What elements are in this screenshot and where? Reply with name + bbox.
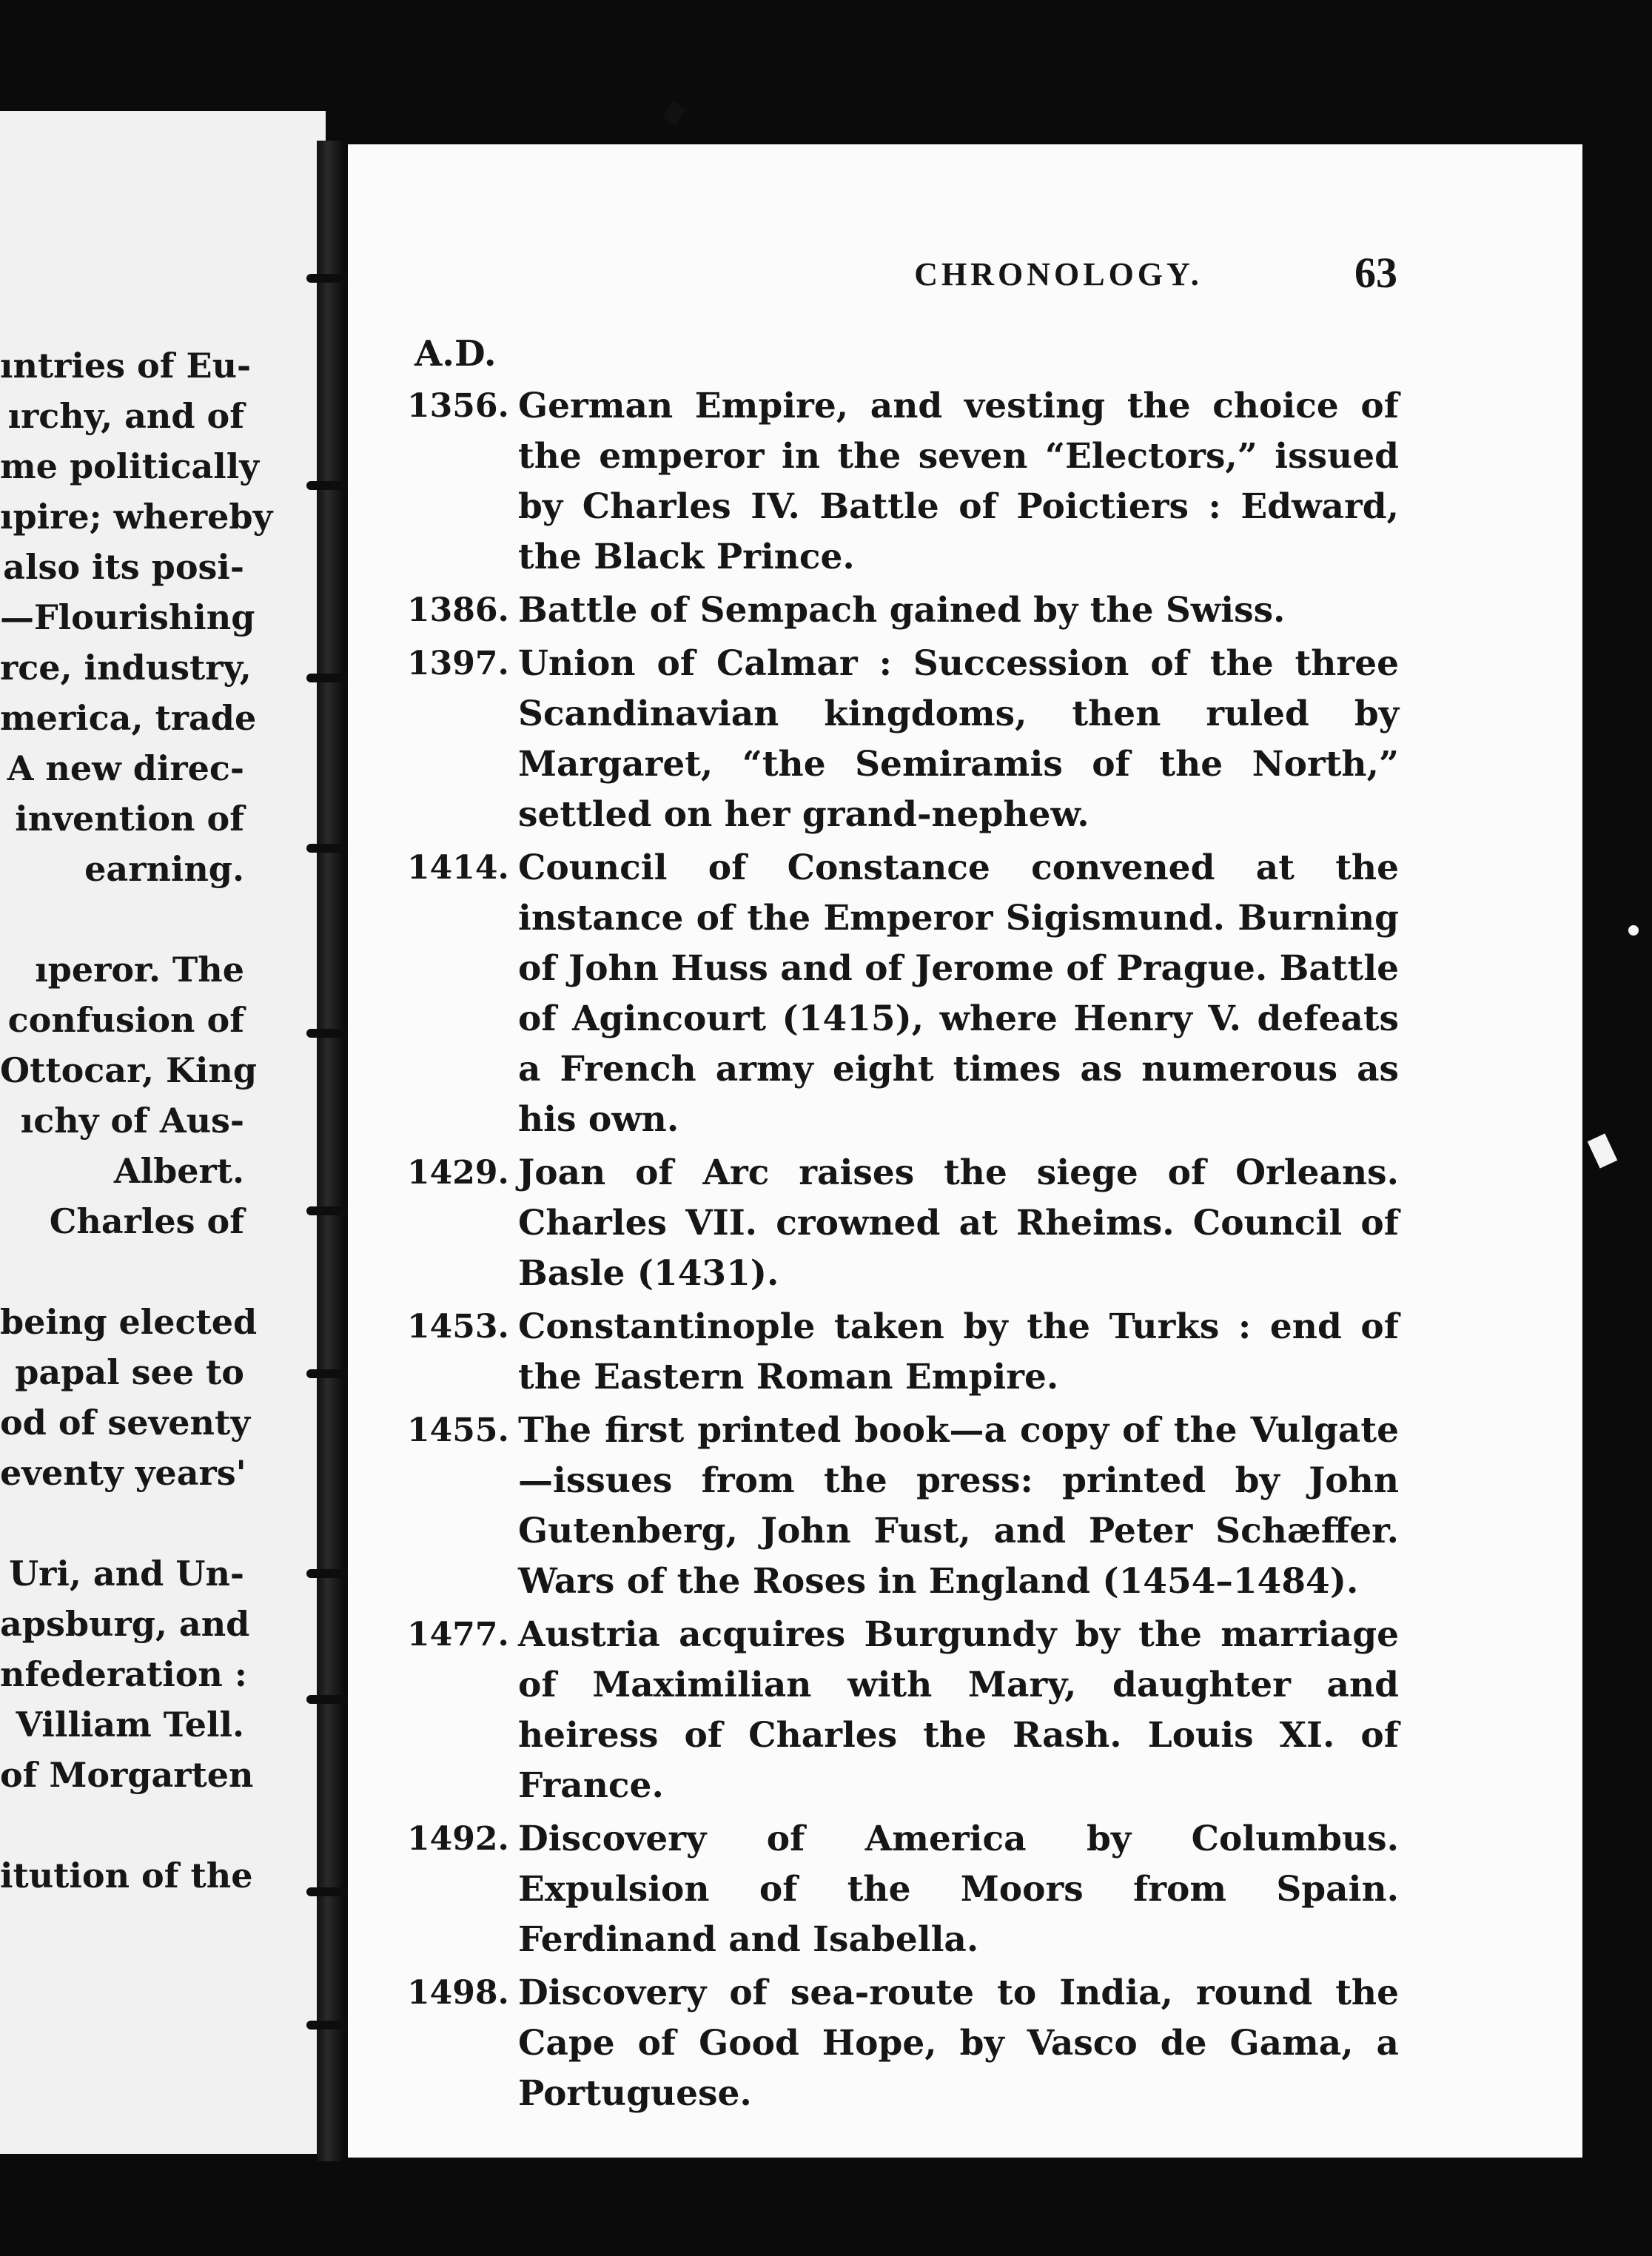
entry-text: Battle of Sempach gained by the Swiss. <box>518 590 1286 631</box>
left-line: rce, industry, <box>0 648 252 688</box>
left-line: Ottocar, King <box>0 1050 258 1090</box>
chronology-entry <box>407 1968 1399 2119</box>
binding-stitch <box>306 1206 352 1215</box>
era-label: A.D. <box>414 333 497 375</box>
binding-stitch <box>306 1887 352 1896</box>
left-line: me politically <box>0 446 259 486</box>
left-line: earning. <box>84 849 244 889</box>
chronology-entry <box>407 1148 1399 1299</box>
chronology-entry <box>407 381 1399 583</box>
left-line-blank <box>0 1498 244 1548</box>
entry-year: 1455. <box>407 1411 509 1449</box>
left-line: also its posi- <box>3 547 244 587</box>
left-line-blank <box>0 1246 244 1297</box>
page-number: 63 <box>1354 249 1397 297</box>
binding-stitch <box>306 1695 352 1704</box>
left-line: Villiam Tell. <box>16 1705 244 1745</box>
left-line: nfederation : <box>0 1654 247 1694</box>
left-line: ıchy of Aus- <box>20 1101 244 1141</box>
entry-year: 1498. <box>407 1974 509 2012</box>
left-line: of Morgarten <box>0 1755 254 1795</box>
chronology-entry <box>407 1814 1399 1965</box>
entry-text: German Empire, and vesting the choice of the emperor in the seven “Electors,” issued by Charles IV. Battle of Poictiers : Edward, the Black Prince. <box>518 386 1399 577</box>
book-binding-gutter <box>317 141 343 2161</box>
left-line: eventy years' <box>0 1453 246 1493</box>
entry-year: 1414. <box>407 849 509 887</box>
entry-text: Discovery of America by Columbus. Expulsion of the Moors from Spain. Ferdinand and Isabella. <box>518 1819 1399 1960</box>
entry-year: 1386. <box>407 591 509 629</box>
left-line: od of seventy <box>0 1403 250 1443</box>
left-line: A new direc- <box>7 748 244 788</box>
left-line: Uri, and Un- <box>9 1554 244 1594</box>
scan-edge-mark <box>1588 1133 1617 1168</box>
left-line: papal see to <box>15 1352 244 1392</box>
running-head: CHRONOLOGY. <box>914 256 1203 292</box>
chronology-entries <box>407 381 1399 2122</box>
left-line: ırchy, and of <box>7 396 244 436</box>
left-facing-page <box>0 111 326 2154</box>
binding-stitch <box>306 1029 352 1038</box>
binding-stitch <box>306 1569 352 1578</box>
left-line: ıperor. The <box>35 950 244 990</box>
left-line: confusion of <box>7 1000 244 1040</box>
left-line: ıntries of Eu- <box>0 346 252 386</box>
left-line: itution of the <box>0 1856 253 1896</box>
scan-edge-mark <box>1628 925 1639 936</box>
binding-stitch <box>306 1369 352 1378</box>
entry-text: Austria acquires Burgundy by the marriage of Maximilian with Mary, daughter and heiress of Charles the Rash. Louis XI. of France. <box>518 1614 1399 1806</box>
chronology-entry <box>407 1406 1399 1607</box>
left-line: Albert. <box>113 1151 244 1191</box>
chronology-entry <box>407 843 1399 1145</box>
left-line: —Flourishing <box>0 597 255 637</box>
left-line: Charles of <box>49 1201 244 1241</box>
entry-text: Discovery of sea-route to India, round the Cape of Good Hope, by Vasco de Gama, a Portuguese. <box>518 1973 1399 2114</box>
left-page-text <box>0 340 273 1901</box>
entry-year: 1492. <box>407 1820 509 1858</box>
entry-text: Joan of Arc raises the siege of Orleans. Charles VII. crowned at Rheims. Council of Basle (1431). <box>518 1152 1399 1294</box>
left-line: invention of <box>15 799 244 839</box>
chronology-entry <box>407 639 1399 840</box>
binding-stitch <box>306 2021 352 2030</box>
entry-year: 1477. <box>407 1616 509 1654</box>
binding-stitch <box>306 844 352 853</box>
scan-speck <box>662 101 687 126</box>
left-line: being elected <box>0 1302 258 1342</box>
entry-year: 1397. <box>407 645 509 682</box>
entry-year: 1453. <box>407 1308 509 1346</box>
chronology-entry <box>407 1302 1399 1403</box>
binding-stitch <box>306 274 352 283</box>
right-page <box>348 144 1582 2158</box>
left-line-blank <box>0 894 244 944</box>
entry-year: 1356. <box>407 387 509 425</box>
left-line-blank <box>0 1800 244 1850</box>
entry-year: 1429. <box>407 1154 509 1192</box>
binding-stitch <box>306 674 352 682</box>
chronology-entry <box>407 585 1399 636</box>
left-line: ıpire; whereby <box>0 497 273 537</box>
left-line: merica, trade <box>0 698 257 738</box>
entry-text: Council of Constance convened at the instance of the Emperor Sigismund. Burning of John Huss and of Jerome of Prague. Battle of Agincourt (1415), where Henry V. defeats a French army eight times as numerous as his own. <box>518 847 1399 1140</box>
chronology-entry <box>407 1610 1399 1811</box>
entry-text: Constantinople taken by the Turks : end of the Eastern Roman Empire. <box>518 1306 1399 1397</box>
entry-text: Union of Calmar : Succession of the three Scandinavian kingdoms, then ruled by Margaret, “the Semiramis of the North,” settled on her grand-nephew. <box>518 643 1399 835</box>
entry-text: The first printed book—a copy of the Vulgate—issues from the press: printed by John Gutenberg, John Fust, and Peter Schæffer. Wars of the Roses in England (1454–1484). <box>518 1410 1399 1602</box>
left-line: apsburg, and <box>0 1604 250 1644</box>
binding-stitch <box>306 481 352 490</box>
